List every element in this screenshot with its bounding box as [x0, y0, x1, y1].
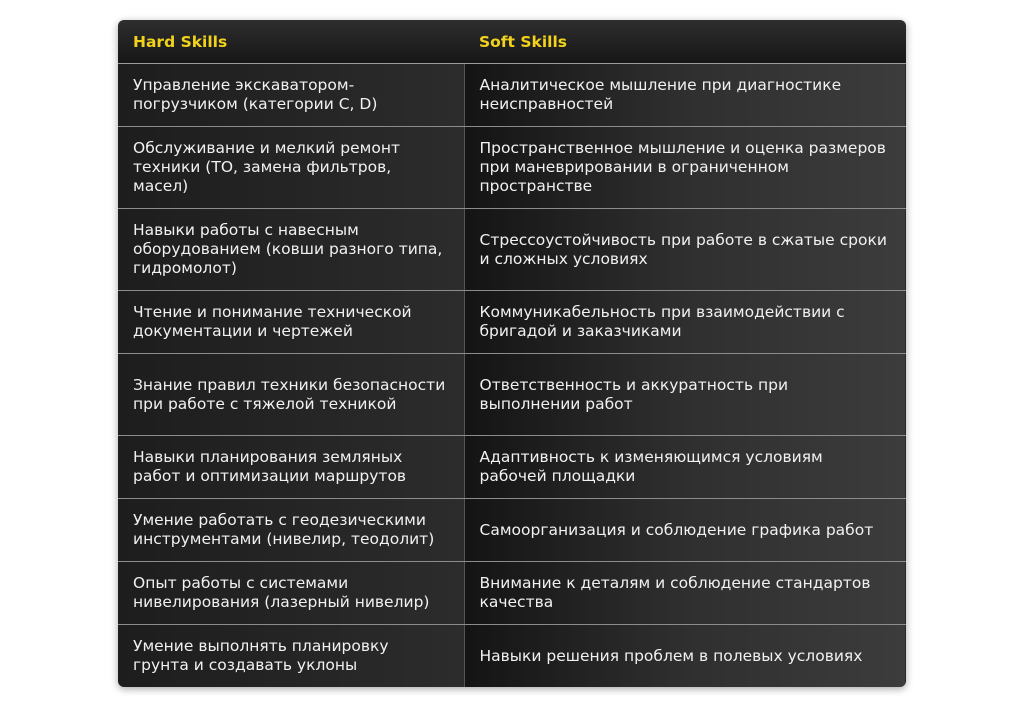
table-row — [118, 499, 906, 562]
soft-skill-cell: Пространственное мышление и оценка размеров при маневрировании в ограниченном пространстве — [464, 127, 906, 209]
table-row — [118, 354, 906, 436]
table-row — [118, 127, 906, 209]
hard-skill-cell: Навыки работы с навесным оборудованием (ковши разного типа, гидромолот) — [118, 209, 464, 291]
hard-skill-cell: Управление экскаватором-погрузчиком (категории C, D) — [118, 64, 464, 127]
soft-skill-cell: Стрессоустойчивость при работе в сжатые сроки и сложных условиях — [464, 209, 906, 291]
table-body — [118, 64, 906, 688]
hard-skill-cell: Обслуживание и мелкий ремонт техники (ТО, замена фильтров, масел) — [118, 127, 464, 209]
soft-skill-cell: Ответственность и аккуратность при выполнении работ — [464, 354, 906, 436]
soft-skill-cell: Коммуникабельность при взаимодействии с бригадой и заказчиками — [464, 291, 906, 354]
hard-skill-cell: Опыт работы с системами нивелирования (лазерный нивелир) — [118, 562, 464, 625]
soft-skill-cell: Аналитическое мышление при диагностике неисправностей — [464, 64, 906, 127]
soft-skill-cell: Внимание к деталям и соблюдение стандартов качества — [464, 562, 906, 625]
header-soft-skills: Soft Skills — [464, 20, 906, 64]
table-row — [118, 436, 906, 499]
table-header — [118, 20, 906, 64]
table-row — [118, 625, 906, 688]
soft-skill-cell: Адаптивность к изменяющимся условиям рабочей площадки — [464, 436, 906, 499]
hard-skill-cell: Умение выполнять планировку грунта и создавать уклоны — [118, 625, 464, 688]
soft-skill-cell: Самоорганизация и соблюдение графика работ — [464, 499, 906, 562]
skills-table-grid — [118, 20, 906, 687]
hard-skill-cell: Навыки планирования земляных работ и оптимизации маршрутов — [118, 436, 464, 499]
hard-skill-cell: Умение работать с геодезическими инструментами (нивелир, теодолит) — [118, 499, 464, 562]
skills-table — [118, 20, 906, 687]
hard-skill-cell: Чтение и понимание технической документации и чертежей — [118, 291, 464, 354]
table-row — [118, 291, 906, 354]
hard-skill-cell: Знание правил техники безопасности при работе с тяжелой техникой — [118, 354, 464, 436]
table-row — [118, 64, 906, 127]
table-row — [118, 562, 906, 625]
table-row — [118, 209, 906, 291]
header-hard-skills: Hard Skills — [118, 20, 464, 64]
soft-skill-cell: Навыки решения проблем в полевых условиях — [464, 625, 906, 688]
header-row — [118, 20, 906, 64]
